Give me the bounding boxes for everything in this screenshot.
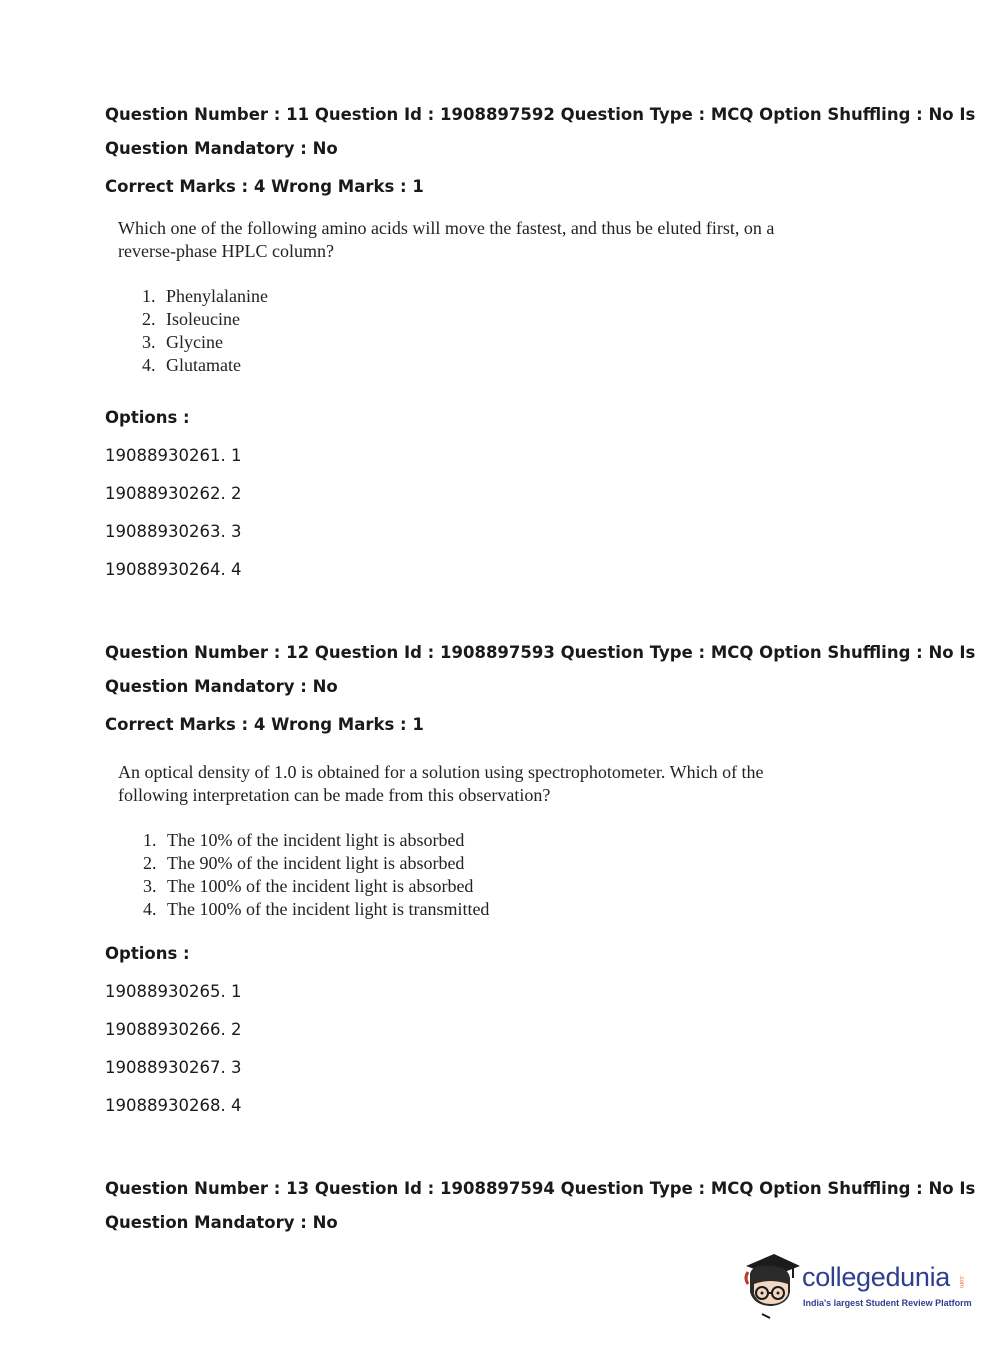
question-11-option: 19088930261. 1 — [105, 446, 242, 465]
question-11-stem-line2: reverse-phase HPLC column? — [118, 241, 334, 261]
question-11-stem-line1: Which one of the following amino acids will move the fastest, and thus be eluted first, on a — [118, 218, 775, 238]
question-12-choice — [143, 875, 473, 898]
choice-number: 1. — [143, 830, 157, 850]
question-11-choice — [142, 354, 241, 377]
question-11-choice — [142, 285, 268, 308]
choice-number: 3. — [142, 332, 156, 352]
question-11-header-line1: Question Number : 11 Question Id : 1908897592 Question Type : MCQ Option Shuffling : No Is — [105, 105, 976, 124]
question-12-option: 19088930266. 2 — [105, 1020, 242, 1039]
question-11-choice — [142, 331, 223, 354]
choice-text: The 90% of the incident light is absorbed — [167, 853, 465, 873]
question-12-marks: Correct Marks : 4 Wrong Marks : 1 — [105, 715, 424, 734]
logo-domain-suffix: .com — [958, 1275, 964, 1289]
question-12-stem-line2: following interpretation can be made from this observation? — [118, 785, 551, 805]
graduate-mascot-icon — [740, 1248, 802, 1320]
choice-text: Phenylalanine — [166, 286, 268, 306]
choice-text: The 100% of the incident light is transmitted — [167, 899, 490, 919]
choice-text: Glycine — [166, 332, 223, 352]
question-12-options-label: Options : — [105, 944, 190, 963]
logo-tagline: India's largest Student Review Platform — [803, 1298, 972, 1308]
logo-wordmark: collegedunia — [802, 1262, 951, 1292]
question-13-header-line1: Question Number : 13 Question Id : 1908897594 Question Type : MCQ Option Shuffling : No Is — [105, 1179, 976, 1198]
question-12-option: 19088930267. 3 — [105, 1058, 242, 1077]
choice-text: The 100% of the incident light is absorbed — [167, 876, 474, 896]
choice-number: 4. — [142, 355, 156, 375]
question-12-header-line2: Question Mandatory : No — [105, 677, 338, 696]
choice-number: 3. — [143, 876, 157, 896]
question-11-marks: Correct Marks : 4 Wrong Marks : 1 — [105, 177, 424, 196]
choice-number: 4. — [143, 899, 157, 919]
choice-number: 1. — [142, 286, 156, 306]
question-12-choice — [143, 898, 489, 921]
question-11-header-line2: Question Mandatory : No — [105, 139, 338, 158]
question-12-option: 19088930265. 1 — [105, 982, 242, 1001]
question-12-choice — [143, 852, 464, 875]
choice-text: The 10% of the incident light is absorbed — [167, 830, 465, 850]
choice-number: 2. — [142, 309, 156, 329]
question-11-option: 19088930262. 2 — [105, 484, 242, 503]
choice-text: Isoleucine — [166, 309, 240, 329]
choice-number: 2. — [143, 853, 157, 873]
question-12-choice — [143, 829, 464, 852]
question-11-options-label: Options : — [105, 408, 190, 427]
question-11-choice — [142, 308, 240, 331]
question-11-option: 19088930263. 3 — [105, 522, 242, 541]
question-12-option: 19088930268. 4 — [105, 1096, 242, 1115]
question-11-option: 19088930264. 4 — [105, 560, 242, 579]
question-12-header-line1: Question Number : 12 Question Id : 1908897593 Question Type : MCQ Option Shuffling : No Is — [105, 643, 976, 662]
question-13-header-line2: Question Mandatory : No — [105, 1213, 338, 1232]
question-12-stem-line1: An optical density of 1.0 is obtained for a solution using spectrophotometer. Which of the — [118, 762, 764, 782]
choice-text: Glutamate — [166, 355, 241, 375]
